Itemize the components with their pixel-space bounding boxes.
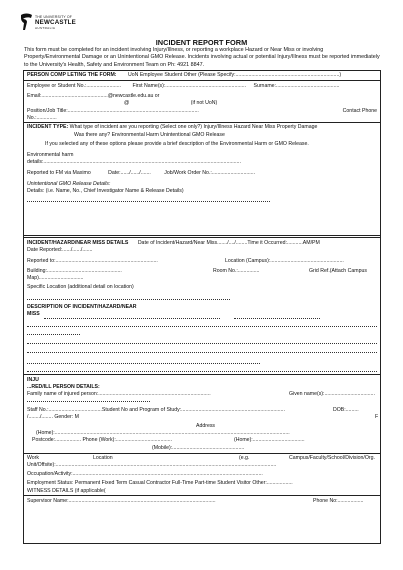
work-location-row [27,455,377,462]
reported-fm-row [27,170,377,177]
divider [24,235,380,236]
env-details-field[interactable]: details:......................................................................................................................................... [27,159,241,165]
intro-text: This form must be completed for an incident involving Injury/Illness, or reporting a workplace Hazard or Near Miss or involving Property/Environmental Damage or an Unintentional GMO Release. Incidents involving actual or potential Injury/Illness must be reported immediately to the University's Health, Safety and Environment Team on Ph: 4921 8847. [24,47,380,68]
description-heading: DESCRIPTION OF INCIDENT/HAZARD/NEAR [27,304,137,310]
dob-field[interactable]: DOB:......... [333,407,359,413]
reported-to-field[interactable]: Reported to:....................................................................... [27,258,158,264]
description-line[interactable] [27,352,377,353]
address-label-row [196,423,377,430]
contact-no-row [27,115,377,122]
staff-no-field[interactable]: Staff No.:.....................................Student No and Program of Study:........................................................................ [27,407,285,413]
date-reported-row [27,247,377,254]
incident-type-heading: INCIDENT TYPE: [27,124,69,130]
description-line[interactable] [27,363,260,364]
divider [24,374,380,375]
description-line[interactable] [27,326,377,327]
room-no-field[interactable]: Room No.:............... [213,268,260,274]
description-heading-2: MISS [27,311,40,317]
location-label: Location [93,455,113,461]
person-options[interactable]: UoN Employee Student Other (Please Specify [128,72,235,78]
surname-field[interactable]: Surname:............................................ [253,83,340,89]
if-selected-row [45,141,377,148]
specific-location-label: Specific Location (additional detail on location) [27,284,134,290]
employee-no-field[interactable]: Employee or Student No.:........................ [27,83,121,89]
divider [24,80,380,81]
description-line[interactable] [27,334,80,335]
supervisor-row [27,498,377,505]
specific-location-row [27,284,377,291]
injured-heading-row-2 [27,384,377,391]
occupation-field[interactable]: Occupation/Activity:.................................................................................................................................... [27,471,263,477]
date-reported-field[interactable]: Date Reported:....../....../....... [27,247,93,253]
unit-field[interactable]: Unit/Offsite):......................................................................................................................................................... [27,462,277,468]
email-row [27,93,377,100]
home-address-row [36,430,377,437]
job-order-field[interactable]: Job/Work Order No.:.............................. [164,170,256,176]
env-harm-label-row [27,152,377,159]
incident-form [23,70,381,544]
supervisor-phone-field[interactable]: Phone No:.................. [313,498,364,504]
specific-location-line[interactable] [27,299,230,300]
hazard-heading: INCIDENT/HAZARD/NEAR MISS DETAILS [27,240,129,246]
dob-date-gender[interactable]: /......../........ Gender: M [27,414,79,420]
env-details-row [27,159,377,166]
position-field[interactable]: Position/Job Title:........................................................................................... [27,108,199,114]
env-question-row [74,132,377,139]
person-heading: PERSON COMP LETING THE FORM: [27,72,117,78]
building-row [27,268,377,275]
given-name-field[interactable]: Given name(s):................................... [289,391,375,397]
university-logo [20,13,80,35]
email-at: @ [124,100,130,106]
first-name-field[interactable]: First Name(s):........................................................ [132,83,247,89]
date-incident-field[interactable]: Date of Incident/Hazard/Near Miss......./..../........Time it Occurred:...........AM/PM [137,240,320,246]
reported-to-row [27,258,377,265]
employment-status-field[interactable]: Employment Status: Permanent Fixed Term Casual Contractor Full-Time Part-time Student Visitor Other:.................. [27,480,293,486]
campus-label: Campus/Faculty/School/Division/Org. [289,455,375,461]
home-phone-field[interactable]: (Home):.................................... [234,437,305,443]
divider [24,453,380,454]
env-question[interactable]: Was there any? Environmental Harm Unintentional GMO Release [74,132,225,138]
family-name-field[interactable]: Family name of injured person:.............................................................................. [27,391,211,397]
map-field[interactable]: Map)............................... [27,275,84,281]
page-title: INCIDENT REPORT FORM [155,38,248,47]
contact-phone-label: Contact Phone [342,108,377,114]
postcode-phone-field[interactable]: Postcode:.................. Phone (Work):....................................... [32,437,173,443]
description-heading-row [27,304,377,311]
env-harm-label: Environmental harm [27,152,74,158]
gmo-details-line[interactable] [27,201,270,202]
eg-label: (e.g. [239,455,250,461]
family-name-row [27,391,377,398]
gender-f-option[interactable]: F [375,414,379,420]
map-row [27,275,377,282]
unit-row [27,462,377,469]
occupation-row [27,471,377,478]
grid-ref-field[interactable]: Grid Ref.(Attach Campus [309,268,367,274]
reported-fm-label[interactable]: Reported to FM via Maximo [27,170,91,176]
logo-line-3: AUSTRALIA [35,25,56,30]
name-line[interactable] [27,401,150,402]
description-heading-row-2 [27,311,377,318]
email-field[interactable]: Email:..............................................@newcastle.edu.au or [27,93,160,99]
divider [24,122,380,123]
university-crest-icon [20,13,33,31]
description-line[interactable] [27,371,377,372]
mobile-field[interactable]: (Mobile):.................................................. [152,445,245,451]
description-line[interactable] [27,343,377,344]
injured-heading-2: ...RED/ILL PERSON DETAILS: [27,384,100,390]
hazard-heading-row [27,240,377,247]
employee-row [27,83,377,90]
gmo-label: Unintentional GMO Release Details: [27,181,111,187]
gender-row [27,414,377,421]
logo-line-2: NEWCASTLE [35,19,76,26]
description-line[interactable] [44,318,220,319]
witness-row [27,488,377,495]
not-uon-label: (if not UoN) [190,100,218,106]
mobile-row [152,445,377,452]
email-alt-row [124,100,377,107]
divider [24,495,380,496]
if-selected-text: If you selected any of these options please provide a brief description of the Environmental Harm or GMO Release. [45,141,309,147]
gmo-label-row [27,181,377,188]
injured-heading: INJU [27,377,39,383]
building-field[interactable]: Building:.................................................... [27,268,122,274]
location-campus-field[interactable]: Location (Campus):................................................... [225,258,344,264]
contact-no-field[interactable]: No.:.............. [27,115,57,121]
work-label: Work [27,455,40,461]
description-line[interactable] [234,318,320,319]
status-row [27,480,377,487]
person-other-field[interactable]: :........................................................................) [234,72,342,78]
address-label: Address [196,423,216,429]
home-address-field[interactable]: (Home):................................................................................................................................................................... [36,430,290,436]
logo-line-1: THE UNIVERSITY OF [35,15,73,19]
position-row [27,108,377,115]
gmo-details-label: Details: (i.e. Name, No., Chief Investigator Name & Release Details) [27,188,184,194]
incident-type-row [27,124,377,131]
supervisor-field[interactable]: Supervisor Name:...................................................................................................... [27,498,216,504]
staff-row [27,407,377,414]
witness-label: WITNESS DETAILS (if applicable( [27,488,106,494]
postcode-row [32,437,377,444]
divider [24,237,380,238]
injured-heading-row [27,377,377,384]
incident-type-question[interactable]: What type of incident are you reporting (Select one only?) Injury/Illness Hazard Near Miss Property Damage [69,124,318,130]
person-heading-row [27,72,377,79]
fm-date-field[interactable]: Date:....../....../....... [108,170,151,176]
gmo-details-row [27,188,377,195]
